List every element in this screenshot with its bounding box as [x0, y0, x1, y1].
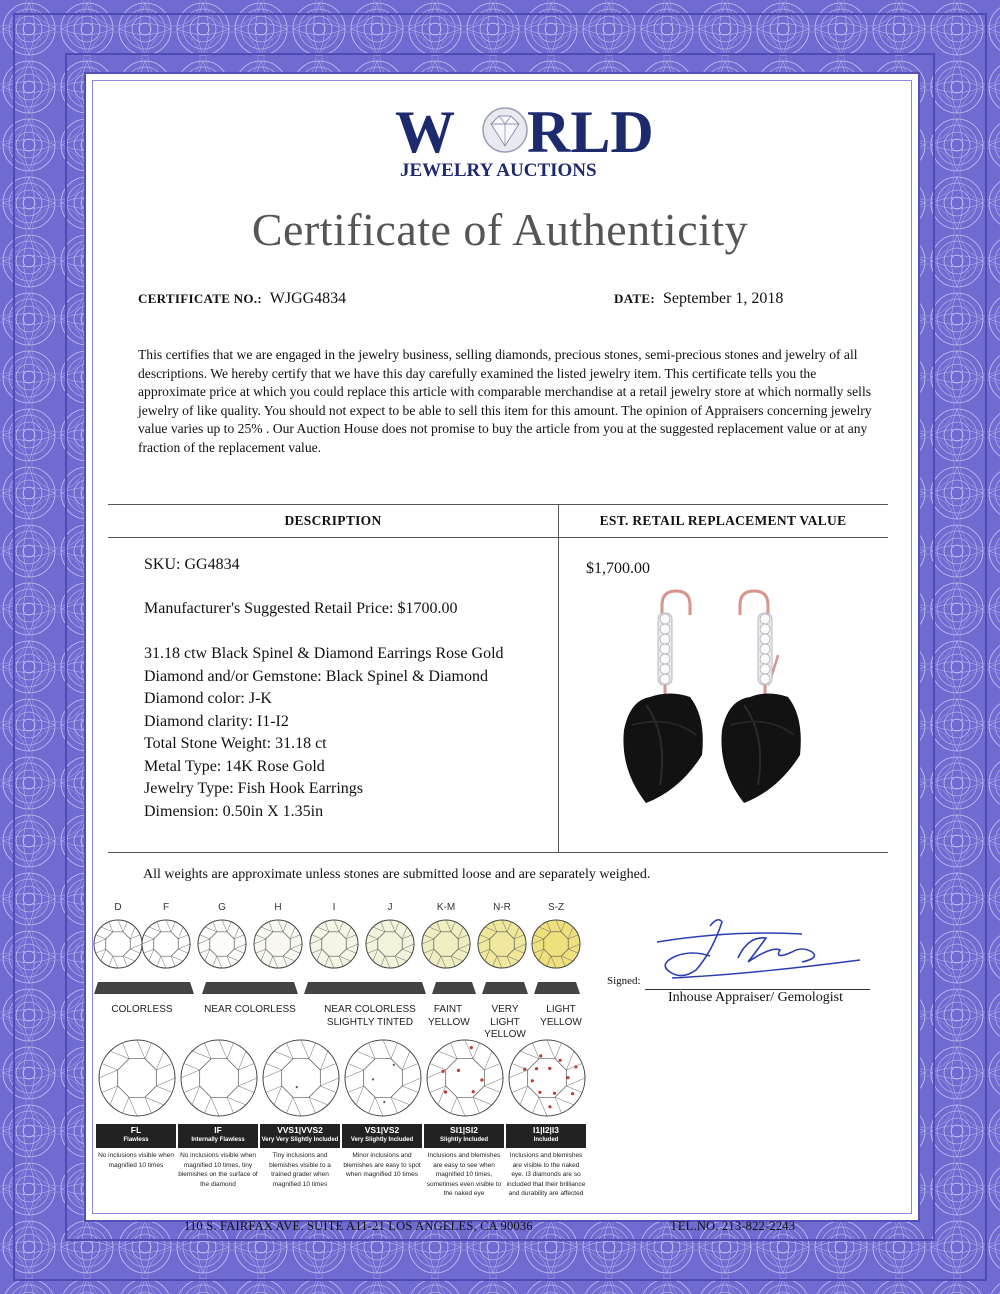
color-grade-category-line: FAINT	[433, 1004, 463, 1015]
detail-line: Metal Type: 14K Rose Gold	[144, 757, 325, 775]
color-grade-bar	[432, 982, 476, 994]
certificate-number	[138, 290, 346, 308]
clarity-grade-description: No inclusions visible when magnified 10 times, tiny blemishes on the surface of the diamond	[178, 1152, 258, 1188]
certificate-date	[614, 290, 783, 308]
color-grade-diamond-icon	[94, 920, 142, 968]
certificate-title: Certificate of Authenticity	[251, 204, 749, 255]
detail-line: Diamond color: J-K	[144, 690, 272, 707]
color-grade-category-line: NEAR COLORLESS	[324, 1004, 416, 1015]
detail-line: Total Stone Weight: 31.18 ct	[144, 735, 327, 752]
clarity-grade-diamond-icon	[345, 1040, 421, 1116]
color-grade-letter: J	[387, 902, 393, 913]
color-grade-category	[306, 1004, 434, 1029]
inclusion-mark	[566, 1076, 569, 1079]
appraiser-signature	[652, 912, 862, 982]
clarity-grade-header	[342, 1124, 422, 1148]
color-grade-category	[532, 1004, 590, 1029]
inclusion-mark	[383, 1101, 385, 1103]
logo-word-w: W	[395, 99, 455, 165]
color-grade-bar	[202, 982, 298, 994]
table-bottom-rule	[108, 852, 888, 853]
inclusion-mark	[472, 1090, 475, 1093]
inclusion-mark	[531, 1079, 534, 1082]
detail-line: Diamond and/or Gemstone: Black Spinel & Diamond	[144, 667, 488, 685]
table-header-rule	[108, 537, 888, 538]
clarity-grade-diamonds	[96, 1034, 596, 1124]
clarity-grade-header	[424, 1124, 504, 1148]
color-grade-diamond-icon	[422, 920, 470, 968]
clarity-grade-description: Inclusions and blemishes are visible to the naked eye. I3 diamonds are so included that their brilliance and durability are affected	[506, 1152, 586, 1197]
replacement-value: $1,700.00	[586, 560, 650, 577]
color-grade-bar	[534, 982, 580, 994]
msrp: Manufacturer's Suggested Retail Price: $1700.00	[144, 600, 458, 617]
color-grade-bar	[94, 982, 194, 994]
clarity-grade-diamond-icon	[509, 1040, 585, 1116]
appraiser-role: Inhouse Appraiser/ Gemologist	[668, 990, 843, 1005]
inclusion-mark	[393, 1064, 395, 1066]
detail-line: 31.18 ctw Black Spinel & Diamond Earrings Rose Gold	[144, 645, 504, 662]
color-grade-letter: G	[218, 902, 226, 913]
clarity-grade-name: Flawless	[123, 1137, 149, 1143]
color-grade-category-line: VERY LIGHT	[490, 1004, 520, 1028]
footer-address: 110 S. FAIRFAX AVE. SUITE A11-21 LOS ANGELES, CA 90036	[184, 1219, 533, 1233]
color-grade-diamonds	[90, 914, 590, 974]
color-grade-letter: I	[332, 902, 336, 913]
color-grade-letter: S-Z	[547, 902, 565, 913]
inclusion-mark	[571, 1092, 574, 1095]
inclusion-mark	[548, 1067, 551, 1070]
world-jewelry-auctions-logo	[395, 99, 654, 182]
earring-right	[721, 591, 800, 803]
inclusion-mark	[538, 1091, 541, 1094]
clarity-grade-description: Inclusions and blemishes are easy to see when magnified 10 times, sometimes even visible to the naked eye	[426, 1152, 502, 1197]
color-grade-diamond-icon	[478, 920, 526, 968]
certificate-number-value: WJGG4834	[269, 290, 347, 307]
certification-statement: This certifies that we are engaged in the jewelry business, selling diamonds, precious stones, semi-precious stones and jewelry of all descriptions. We hereby certify that we have this day carefully examined the listed jewelry item. This certificate tells you the approximate price at which you could replace this article with comparable merchandise at a retail jewelry store at which normally sells jewelry of like quality. You should not expect to be able to sell this item for this amount. The opinion of Appraisers concerning jewelry value varies up to 25% . Our Auction House does not promise to buy the article from you at the suggested replacement value or at any fraction of the replacement value.	[138, 347, 872, 455]
table-top-rule	[108, 504, 888, 505]
color-grade-category	[200, 1004, 300, 1017]
clarity-grade-description: Minor inclusions and blemishes are easy to spot when magnified 10 times	[343, 1152, 421, 1178]
inclusion-mark	[535, 1067, 538, 1070]
sku: SKU: GG4834	[144, 556, 240, 573]
clarity-grade-diamond-icon	[99, 1040, 175, 1116]
signed-label: Signed:	[607, 975, 641, 987]
clarity-grade-header	[506, 1124, 586, 1148]
clarity-grade-header	[178, 1124, 258, 1148]
color-grade-category-line: COLORLESS	[111, 1004, 173, 1015]
footer-phone: TEL.NO. 213-822-2243	[670, 1219, 796, 1233]
clarity-grade-code: I1|I2|I3	[532, 1125, 560, 1135]
table-column-divider	[558, 504, 559, 852]
color-grade-category-line: SLIGHTLY TINTED	[326, 1016, 414, 1028]
inclusion-mark	[574, 1065, 577, 1068]
earrings-image	[610, 585, 820, 810]
diamond-icon	[483, 108, 527, 152]
date-value: September 1, 2018	[662, 290, 784, 307]
color-grade-category	[428, 1004, 468, 1029]
clarity-grade-name: Very Slightly Included	[350, 1137, 414, 1143]
inclusion-mark	[444, 1090, 447, 1093]
detail-line: Dimension: 0.50in X 1.35in	[144, 802, 324, 820]
color-grade-letter: N-R	[493, 902, 511, 913]
color-grade-category-line: YELLOW	[428, 1016, 470, 1028]
color-grade-diamond-icon	[310, 920, 358, 968]
clarity-grade-name: Included	[533, 1137, 559, 1143]
clarity-grade-code: VS1|VS2	[364, 1125, 400, 1135]
detail-line: Jewelry Type: Fish Hook Earrings	[144, 780, 363, 797]
clarity-grade-header	[260, 1124, 340, 1148]
clarity-grade-diamond-icon	[427, 1040, 503, 1116]
color-grade-letter: K-M	[436, 902, 456, 913]
earring-left	[623, 591, 702, 803]
column-header-value: EST. RETAIL REPLACEMENT VALUE	[599, 513, 847, 528]
color-grade-diamond-icon	[532, 920, 580, 968]
weights-note: All weights are approximate unless stones are submitted loose and are separately weighed.	[143, 867, 651, 882]
color-grade-diamond-icon	[366, 920, 414, 968]
inclusion-mark	[296, 1086, 298, 1088]
inclusion-mark	[372, 1078, 374, 1080]
logo-word-rld: RLD	[527, 99, 654, 165]
clarity-grade-code: IF	[214, 1125, 222, 1135]
color-grade-bar	[304, 982, 426, 994]
clarity-grade-diamond-icon	[263, 1040, 339, 1116]
inclusion-mark	[480, 1078, 483, 1081]
clarity-grade-name: Slightly Included	[439, 1137, 488, 1143]
inclusion-mark	[548, 1105, 551, 1108]
clarity-grade-description: No inclusions visible when magnified 10 times	[98, 1152, 174, 1169]
clarity-grade-code: FL	[130, 1125, 142, 1135]
color-grade-category-line: NEAR COLORLESS	[204, 1004, 296, 1015]
item-details	[144, 643, 504, 823]
color-grade-letter: D	[114, 902, 122, 913]
inclusion-mark	[559, 1059, 562, 1062]
clarity-grade-code: SI1|SI2	[450, 1125, 478, 1135]
color-grade-bars	[90, 980, 590, 996]
color-grade-category-line: LIGHT	[546, 1004, 576, 1015]
color-grade-letter: F	[162, 902, 170, 913]
date-label: DATE:	[614, 291, 655, 306]
clarity-grade-code: VVS1|VVS2	[277, 1125, 323, 1135]
inclusion-mark	[523, 1068, 526, 1071]
clarity-grade-diamond-icon	[181, 1040, 257, 1116]
clarity-grade-name: Internally Flawless	[191, 1137, 245, 1143]
clarity-grade-header	[96, 1124, 176, 1148]
certificate-number-label: CERTIFICATE NO.:	[138, 291, 263, 306]
inclusion-mark	[539, 1054, 542, 1057]
color-grade-letter: H	[274, 902, 282, 913]
inclusion-mark	[441, 1070, 444, 1073]
inclusion-mark	[470, 1046, 473, 1049]
column-header-description: DESCRIPTION	[284, 513, 382, 528]
detail-line: Diamond clarity: I1-I2	[144, 712, 289, 730]
color-grade-category-line: YELLOW	[540, 1016, 582, 1028]
color-grade-diamond-icon	[142, 920, 190, 968]
clarity-grade-description: Tiny inclusions and blemishes visible to a trained grader when magnified 10 times	[269, 1152, 331, 1188]
color-grade-bar	[482, 982, 528, 994]
inclusion-mark	[457, 1069, 460, 1072]
logo-subtitle: JEWELRY AUCTIONS	[400, 160, 597, 181]
color-grade-diamond-icon	[254, 920, 302, 968]
color-grade-category	[92, 1004, 192, 1017]
company-logo	[395, 99, 654, 182]
clarity-grade-name: Very Very Slightly Included	[261, 1137, 339, 1143]
inclusion-mark	[553, 1092, 556, 1095]
color-grade-category-line: YELLOW	[484, 1029, 526, 1040]
color-grade-diamond-icon	[198, 920, 246, 968]
